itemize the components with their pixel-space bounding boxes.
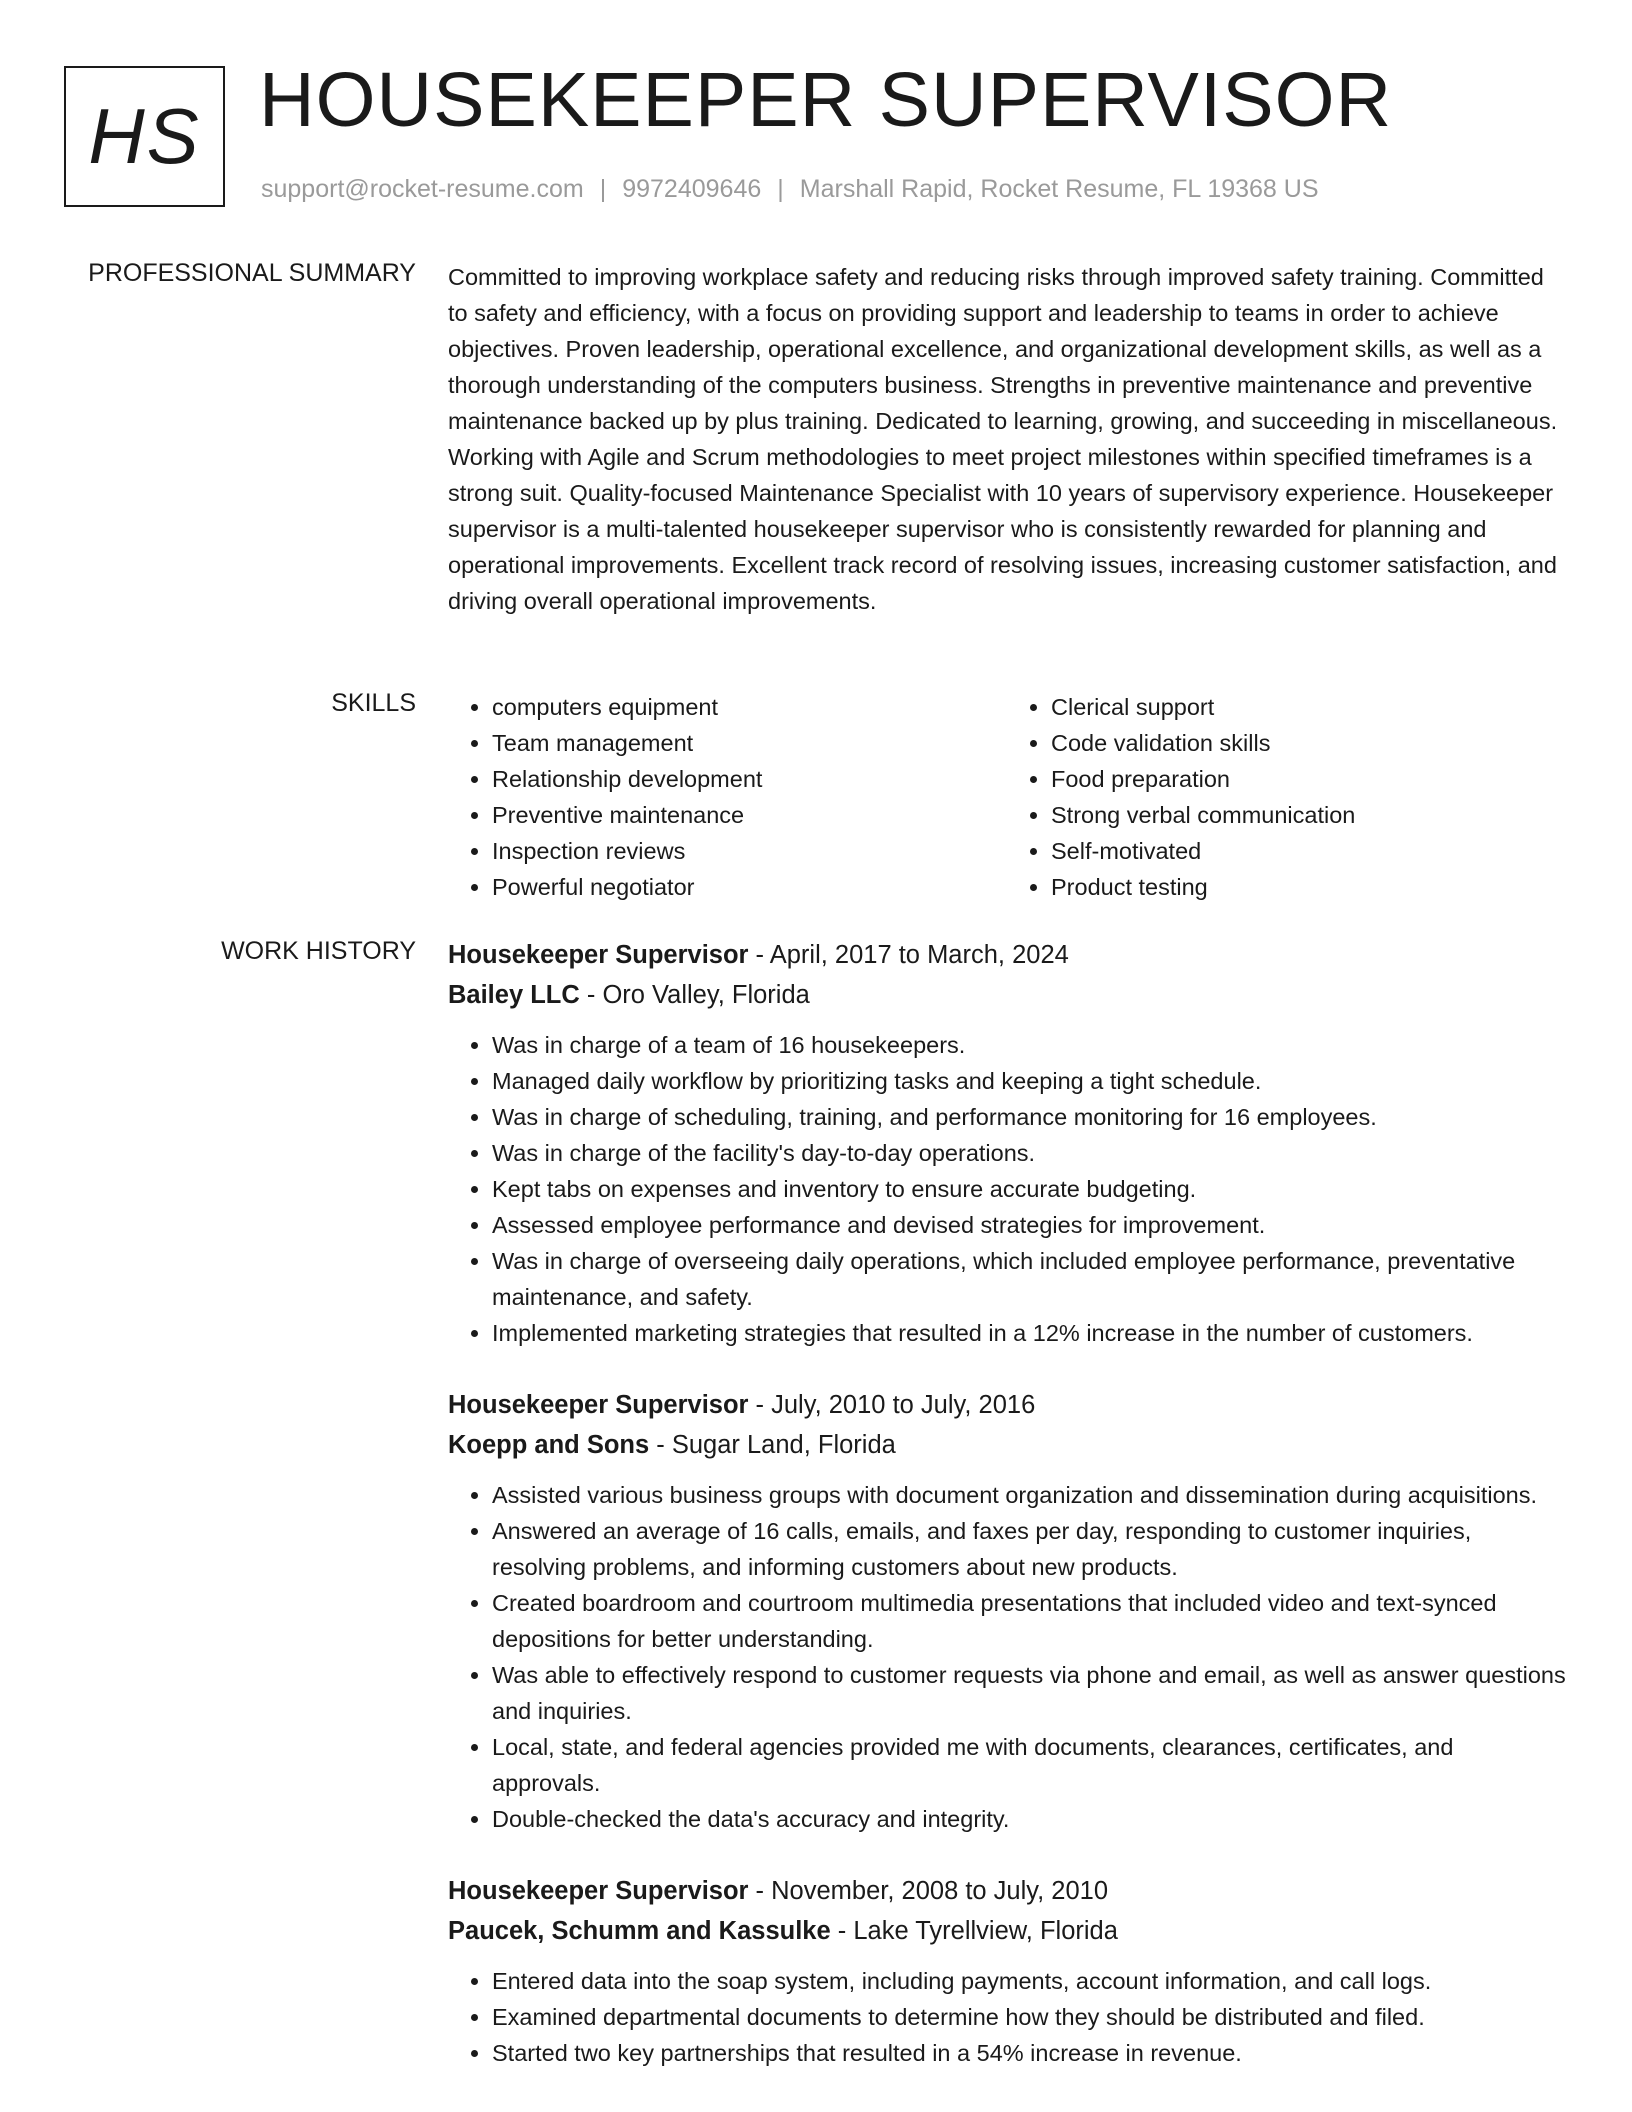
skill-item: • Clerical support [1051, 689, 1566, 725]
job-bullet: • Managed daily workflow by prioritizing tasks and keeping a tight schedule. [492, 1063, 1566, 1099]
skills-columns [448, 689, 1566, 905]
job-entry [448, 1385, 1566, 1837]
job-company-line [448, 1425, 1566, 1465]
skill-item: • Strong verbal communication [1051, 797, 1566, 833]
job-bullet: • Implemented marketing strategies that resulted in a 12% increase in the number of customers. [492, 1315, 1566, 1351]
job-bullet: • Answered an average of 16 calls, emails, and faxes per day, responding to customer inquiries, resolving problems, and informing customers about new products. [492, 1513, 1566, 1585]
skills-body [448, 689, 1566, 905]
job-bullet: • Double-checked the data's accuracy and integrity. [492, 1801, 1566, 1837]
work-history-body [448, 935, 1566, 2105]
job-role: Housekeeper Supervisor [448, 1391, 749, 1419]
section-title-skills: SKILLS [331, 689, 416, 717]
job-company: Bailey LLC [448, 981, 580, 1009]
job-bullet: • Started two key partnerships that resulted in a 54% increase in revenue. [492, 2035, 1566, 2071]
contact-email: support@rocket-resume.com [261, 175, 584, 203]
job-title-line [448, 1385, 1566, 1425]
section-title-summary: PROFESSIONAL SUMMARY [88, 259, 416, 287]
job-bullet: • Kept tabs on expenses and inventory to ensure accurate budgeting. [492, 1171, 1566, 1207]
skill-item: • Food preparation [1051, 761, 1566, 797]
job-company: Paucek, Schumm and Kassulke [448, 1917, 831, 1945]
job-bullet: • Was in charge of scheduling, training, and performance monitoring for 16 employees. [492, 1099, 1566, 1135]
job-bullet: • Entered data into the soap system, including payments, account information, and call logs. [492, 1963, 1566, 1999]
job-location: - Lake Tyrellview, Florida [830, 1917, 1118, 1945]
job-bullet-list [448, 1963, 1566, 2071]
job-location: - Sugar Land, Florida [649, 1431, 896, 1459]
skill-item: • Team management [492, 725, 1007, 761]
job-dates: - November, 2008 to July, 2010 [748, 1877, 1109, 1905]
skill-item: • Powerful negotiator [492, 869, 1007, 905]
skills-list-left [448, 689, 1007, 905]
job-bullet: • Local, state, and federal agencies provided me with documents, clearances, certificates, and approvals. [492, 1729, 1566, 1801]
contact-line [261, 175, 1319, 204]
contact-separator: | [599, 175, 607, 203]
section-title-work: WORK HISTORY [221, 937, 416, 965]
job-bullet: • Assisted various business groups with document organization and dissemination during acquisitions. [492, 1477, 1566, 1513]
monogram-initials: HS [88, 92, 201, 180]
skill-item: • Relationship development [492, 761, 1007, 797]
job-dates: - April, 2017 to March, 2024 [748, 941, 1069, 969]
skill-item: • Self-motivated [1051, 833, 1566, 869]
job-title-line [448, 935, 1566, 975]
job-company-line [448, 1911, 1566, 1951]
job-bullet: • Assessed employee performance and devised strategies for improvement. [492, 1207, 1566, 1243]
job-dates: - July, 2010 to July, 2016 [748, 1391, 1036, 1419]
contact-phone: 9972409646 [622, 175, 762, 203]
job-bullet: • Examined departmental documents to determine how they should be distributed and filed. [492, 1999, 1566, 2035]
contact-address: Marshall Rapid, Rocket Resume, FL 19368 US [799, 175, 1319, 203]
skills-list-right [1007, 689, 1566, 905]
monogram-box [64, 66, 225, 207]
job-location: - Oro Valley, Florida [579, 981, 810, 1009]
candidate-name: HOUSEKEEPER SUPERVISOR [259, 57, 1393, 143]
job-bullet: • Was able to effectively respond to customer requests via phone and email, as well as answer questions and inquiries. [492, 1657, 1566, 1729]
job-bullet-list [448, 1477, 1566, 1837]
contact-separator: | [777, 175, 784, 203]
job-company-line [448, 975, 1566, 1015]
skill-item: • Preventive maintenance [492, 797, 1007, 833]
job-role: Housekeeper Supervisor [448, 941, 749, 969]
job-bullet: • Created boardroom and courtroom multimedia presentations that included video and text-synced depositions for better understanding. [492, 1585, 1566, 1657]
job-entry [448, 1871, 1566, 2071]
job-bullet: • Was in charge of a team of 16 housekeepers. [492, 1027, 1566, 1063]
job-bullet: • Was in charge of the facility's day-to-day operations. [492, 1135, 1566, 1171]
job-role: Housekeeper Supervisor [448, 1877, 749, 1905]
skill-item: • computers equipment [492, 689, 1007, 725]
job-bullet: • Was in charge of overseeing daily operations, which included employee performance, preventative maintenance, and safety. [492, 1243, 1566, 1315]
job-title-line [448, 1871, 1566, 1911]
job-entry [448, 935, 1566, 1351]
job-bullet-list [448, 1027, 1566, 1351]
skill-item: • Product testing [1051, 869, 1566, 905]
summary-body [448, 259, 1566, 619]
summary-text: Committed to improving workplace safety and reducing risks through improved safety training. Committed to safety and efficiency, with a focus on providing support and leadership to teams in order to achieve objectives. Proven leadership, operational excellence, and organizational development skills, as well as a thorough understanding of the computers business. Strengths in preventive maintenance and preventive maintenance backed up by plus training. Dedicated to learning, growing, and succeeding in miscellaneous. Working with Agile and Scrum methodologies to meet project milestones within specified timeframes is a strong suit. Quality-focused Maintenance Specialist with 10 years of supervisory experience. Housekeeper supervisor is a multi-talented housekeeper supervisor who is consistently rewarded for planning and operational improvements. Excellent track record of resolving issues, increasing customer satisfaction, and driving overall operational improvements. [448, 264, 1558, 614]
skill-item: • Code validation skills [1051, 725, 1566, 761]
job-company: Koepp and Sons [448, 1431, 650, 1459]
skill-item: • Inspection reviews [492, 833, 1007, 869]
